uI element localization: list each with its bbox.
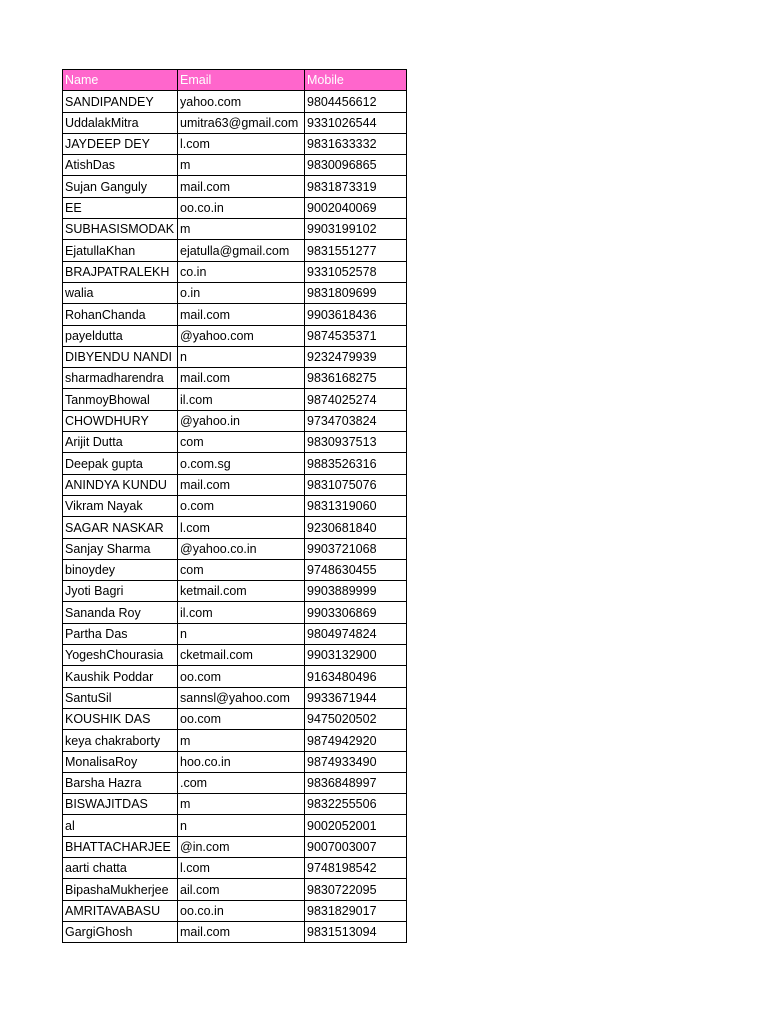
- cell-email[interactable]: l.com: [178, 133, 305, 154]
- cell-name[interactable]: KOUSHIK DAS: [63, 708, 178, 729]
- table-row: [63, 921, 407, 942]
- cell-name[interactable]: aarti chatta: [63, 857, 178, 878]
- table-row: [63, 559, 407, 580]
- cell-email[interactable]: m: [178, 155, 305, 176]
- cell-email[interactable]: umitra63@gmail.com: [178, 112, 305, 133]
- cell-name[interactable]: Sanjay Sharma: [63, 538, 178, 559]
- cell-name[interactable]: EE: [63, 197, 178, 218]
- cell-mobile[interactable]: 9804456612: [305, 91, 407, 112]
- cell-mobile[interactable]: 9331026544: [305, 112, 407, 133]
- cell-mobile[interactable]: 9831075076: [305, 474, 407, 495]
- cell-mobile[interactable]: 9002040069: [305, 197, 407, 218]
- table-row: [63, 900, 407, 921]
- cell-mobile[interactable]: 9903132900: [305, 645, 407, 666]
- table-row: [63, 219, 407, 240]
- cell-mobile[interactable]: 9748630455: [305, 559, 407, 580]
- cell-name[interactable]: payeldutta: [63, 325, 178, 346]
- table-row: [63, 474, 407, 495]
- cell-name[interactable]: AMRITAVABASU: [63, 900, 178, 921]
- table-row: [63, 772, 407, 793]
- cell-name[interactable]: TanmoyBhowal: [63, 389, 178, 410]
- cell-mobile[interactable]: 9831829017: [305, 900, 407, 921]
- cell-email[interactable]: cketmail.com: [178, 645, 305, 666]
- table-row: [63, 282, 407, 303]
- cell-name[interactable]: RohanChanda: [63, 304, 178, 325]
- table-row: [63, 240, 407, 261]
- cell-email[interactable]: oo.com: [178, 708, 305, 729]
- cell-name[interactable]: Vikram Nayak: [63, 495, 178, 516]
- cell-name[interactable]: CHOWDHURY: [63, 410, 178, 431]
- table-row: [63, 432, 407, 453]
- cell-mobile[interactable]: 9874025274: [305, 389, 407, 410]
- cell-email[interactable]: n: [178, 815, 305, 836]
- cell-mobile[interactable]: 9903199102: [305, 219, 407, 240]
- cell-mobile[interactable]: 9903721068: [305, 538, 407, 559]
- cell-email[interactable]: m: [178, 794, 305, 815]
- cell-email[interactable]: l.com: [178, 517, 305, 538]
- cell-email[interactable]: @yahoo.com: [178, 325, 305, 346]
- cell-email[interactable]: l.com: [178, 857, 305, 878]
- cell-name[interactable]: Arijit Dutta: [63, 432, 178, 453]
- table-row: [63, 708, 407, 729]
- cell-email[interactable]: sannsl@yahoo.com: [178, 687, 305, 708]
- cell-name[interactable]: MonalisaRoy: [63, 751, 178, 772]
- cell-name[interactable]: EjatullaKhan: [63, 240, 178, 261]
- cell-email[interactable]: o.com: [178, 495, 305, 516]
- cell-email[interactable]: oo.com: [178, 666, 305, 687]
- cell-email[interactable]: com: [178, 432, 305, 453]
- table-row: [63, 730, 407, 751]
- cell-email[interactable]: @yahoo.in: [178, 410, 305, 431]
- table-row: [63, 836, 407, 857]
- table-row: [63, 197, 407, 218]
- cell-email[interactable]: ail.com: [178, 879, 305, 900]
- cell-email[interactable]: il.com: [178, 389, 305, 410]
- table-row: [63, 666, 407, 687]
- cell-name[interactable]: Sujan Ganguly: [63, 176, 178, 197]
- cell-email[interactable]: .com: [178, 772, 305, 793]
- cell-email[interactable]: ejatulla@gmail.com: [178, 240, 305, 261]
- column-header-name[interactable]: Name: [63, 70, 178, 91]
- cell-name[interactable]: BHATTACHARJEE: [63, 836, 178, 857]
- cell-name[interactable]: Kaushik Poddar: [63, 666, 178, 687]
- cell-mobile[interactable]: 9874942920: [305, 730, 407, 751]
- cell-mobile[interactable]: 9734703824: [305, 410, 407, 431]
- cell-mobile[interactable]: 9883526316: [305, 453, 407, 474]
- cell-email[interactable]: n: [178, 623, 305, 644]
- contact-table: [62, 69, 407, 943]
- cell-email[interactable]: co.in: [178, 261, 305, 282]
- table-row: [63, 410, 407, 431]
- cell-name[interactable]: JAYDEEP DEY: [63, 133, 178, 154]
- table-row: [63, 751, 407, 772]
- table-row: [63, 794, 407, 815]
- cell-mobile[interactable]: 9804974824: [305, 623, 407, 644]
- cell-mobile[interactable]: 9903889999: [305, 581, 407, 602]
- cell-name[interactable]: sharmadharendra: [63, 368, 178, 389]
- cell-email[interactable]: com: [178, 559, 305, 580]
- cell-name[interactable]: BipashaMukherjee: [63, 879, 178, 900]
- table-row: [63, 687, 407, 708]
- cell-mobile[interactable]: 9874535371: [305, 325, 407, 346]
- cell-mobile[interactable]: 9836848997: [305, 772, 407, 793]
- cell-mobile[interactable]: 9002052001: [305, 815, 407, 836]
- table-row: [63, 155, 407, 176]
- cell-email[interactable]: o.in: [178, 282, 305, 303]
- cell-mobile[interactable]: 9831551277: [305, 240, 407, 261]
- cell-mobile[interactable]: 9830722095: [305, 879, 407, 900]
- cell-name[interactable]: YogeshChourasia: [63, 645, 178, 666]
- table-row: [63, 389, 407, 410]
- cell-mobile[interactable]: 9832255506: [305, 794, 407, 815]
- cell-name[interactable]: Jyoti Bagri: [63, 581, 178, 602]
- cell-email[interactable]: @in.com: [178, 836, 305, 857]
- cell-mobile[interactable]: 9874933490: [305, 751, 407, 772]
- cell-mobile[interactable]: 9831633332: [305, 133, 407, 154]
- table-row: [63, 453, 407, 474]
- cell-name[interactable]: al: [63, 815, 178, 836]
- cell-mobile[interactable]: 9831809699: [305, 282, 407, 303]
- cell-mobile[interactable]: 9163480496: [305, 666, 407, 687]
- table-row: [63, 112, 407, 133]
- table-row: [63, 815, 407, 836]
- cell-name[interactable]: binoydey: [63, 559, 178, 580]
- cell-mobile[interactable]: 9933671944: [305, 687, 407, 708]
- table-body: [63, 91, 407, 943]
- cell-mobile[interactable]: 9831319060: [305, 495, 407, 516]
- cell-name[interactable]: walia: [63, 282, 178, 303]
- cell-mobile[interactable]: 9475020502: [305, 708, 407, 729]
- table-row: [63, 517, 407, 538]
- table-row: [63, 133, 407, 154]
- cell-name[interactable]: AtishDas: [63, 155, 178, 176]
- table-row: [63, 581, 407, 602]
- cell-name[interactable]: ANINDYA KUNDU: [63, 474, 178, 495]
- header-row: [63, 70, 407, 91]
- cell-email[interactable]: il.com: [178, 602, 305, 623]
- table-row: [63, 325, 407, 346]
- cell-email[interactable]: m: [178, 219, 305, 240]
- column-header-email[interactable]: Email: [178, 70, 305, 91]
- cell-email[interactable]: m: [178, 730, 305, 751]
- table-row: [63, 495, 407, 516]
- table-row: [63, 176, 407, 197]
- cell-mobile[interactable]: 9830096865: [305, 155, 407, 176]
- table-row: [63, 623, 407, 644]
- column-header-mobile[interactable]: Mobile: [305, 70, 407, 91]
- cell-name[interactable]: Partha Das: [63, 623, 178, 644]
- cell-email[interactable]: mail.com: [178, 474, 305, 495]
- cell-name[interactable]: SANDIPANDEY: [63, 91, 178, 112]
- table-row: [63, 879, 407, 900]
- cell-mobile[interactable]: 9836168275: [305, 368, 407, 389]
- cell-email[interactable]: yahoo.com: [178, 91, 305, 112]
- cell-mobile[interactable]: 9232479939: [305, 346, 407, 367]
- cell-name[interactable]: keya chakraborty: [63, 730, 178, 751]
- table-row: [63, 538, 407, 559]
- cell-name[interactable]: SAGAR NASKAR: [63, 517, 178, 538]
- cell-email[interactable]: oo.co.in: [178, 900, 305, 921]
- cell-mobile[interactable]: 9748198542: [305, 857, 407, 878]
- cell-email[interactable]: @yahoo.co.in: [178, 538, 305, 559]
- cell-email[interactable]: mail.com: [178, 304, 305, 325]
- table-row: [63, 368, 407, 389]
- cell-email[interactable]: oo.co.in: [178, 197, 305, 218]
- cell-name[interactable]: DIBYENDU NANDI: [63, 346, 178, 367]
- cell-mobile[interactable]: 9831513094: [305, 921, 407, 942]
- cell-mobile[interactable]: 9830937513: [305, 432, 407, 453]
- table-row: [63, 346, 407, 367]
- table-row: [63, 857, 407, 878]
- cell-name[interactable]: Deepak gupta: [63, 453, 178, 474]
- cell-name[interactable]: BRAJPATRALEKH: [63, 261, 178, 282]
- cell-mobile[interactable]: 9903306869: [305, 602, 407, 623]
- cell-mobile[interactable]: 9331052578: [305, 261, 407, 282]
- cell-mobile[interactable]: 9831873319: [305, 176, 407, 197]
- cell-mobile[interactable]: 9007003007: [305, 836, 407, 857]
- table-row: [63, 261, 407, 282]
- cell-name[interactable]: SantuSil: [63, 687, 178, 708]
- cell-mobile[interactable]: 9230681840: [305, 517, 407, 538]
- cell-email[interactable]: hoo.co.in: [178, 751, 305, 772]
- cell-email[interactable]: mail.com: [178, 176, 305, 197]
- cell-name[interactable]: BISWAJITDAS: [63, 794, 178, 815]
- cell-email[interactable]: mail.com: [178, 368, 305, 389]
- table-row: [63, 645, 407, 666]
- cell-email[interactable]: n: [178, 346, 305, 367]
- cell-name[interactable]: GargiGhosh: [63, 921, 178, 942]
- cell-name[interactable]: SUBHASISMODAK: [63, 219, 178, 240]
- cell-email[interactable]: ketmail.com: [178, 581, 305, 602]
- table-row: [63, 304, 407, 325]
- table-row: [63, 602, 407, 623]
- cell-mobile[interactable]: 9903618436: [305, 304, 407, 325]
- cell-name[interactable]: UddalakMitra: [63, 112, 178, 133]
- cell-email[interactable]: o.com.sg: [178, 453, 305, 474]
- table-row: [63, 91, 407, 112]
- cell-name[interactable]: Sananda Roy: [63, 602, 178, 623]
- cell-name[interactable]: Barsha Hazra: [63, 772, 178, 793]
- cell-email[interactable]: mail.com: [178, 921, 305, 942]
